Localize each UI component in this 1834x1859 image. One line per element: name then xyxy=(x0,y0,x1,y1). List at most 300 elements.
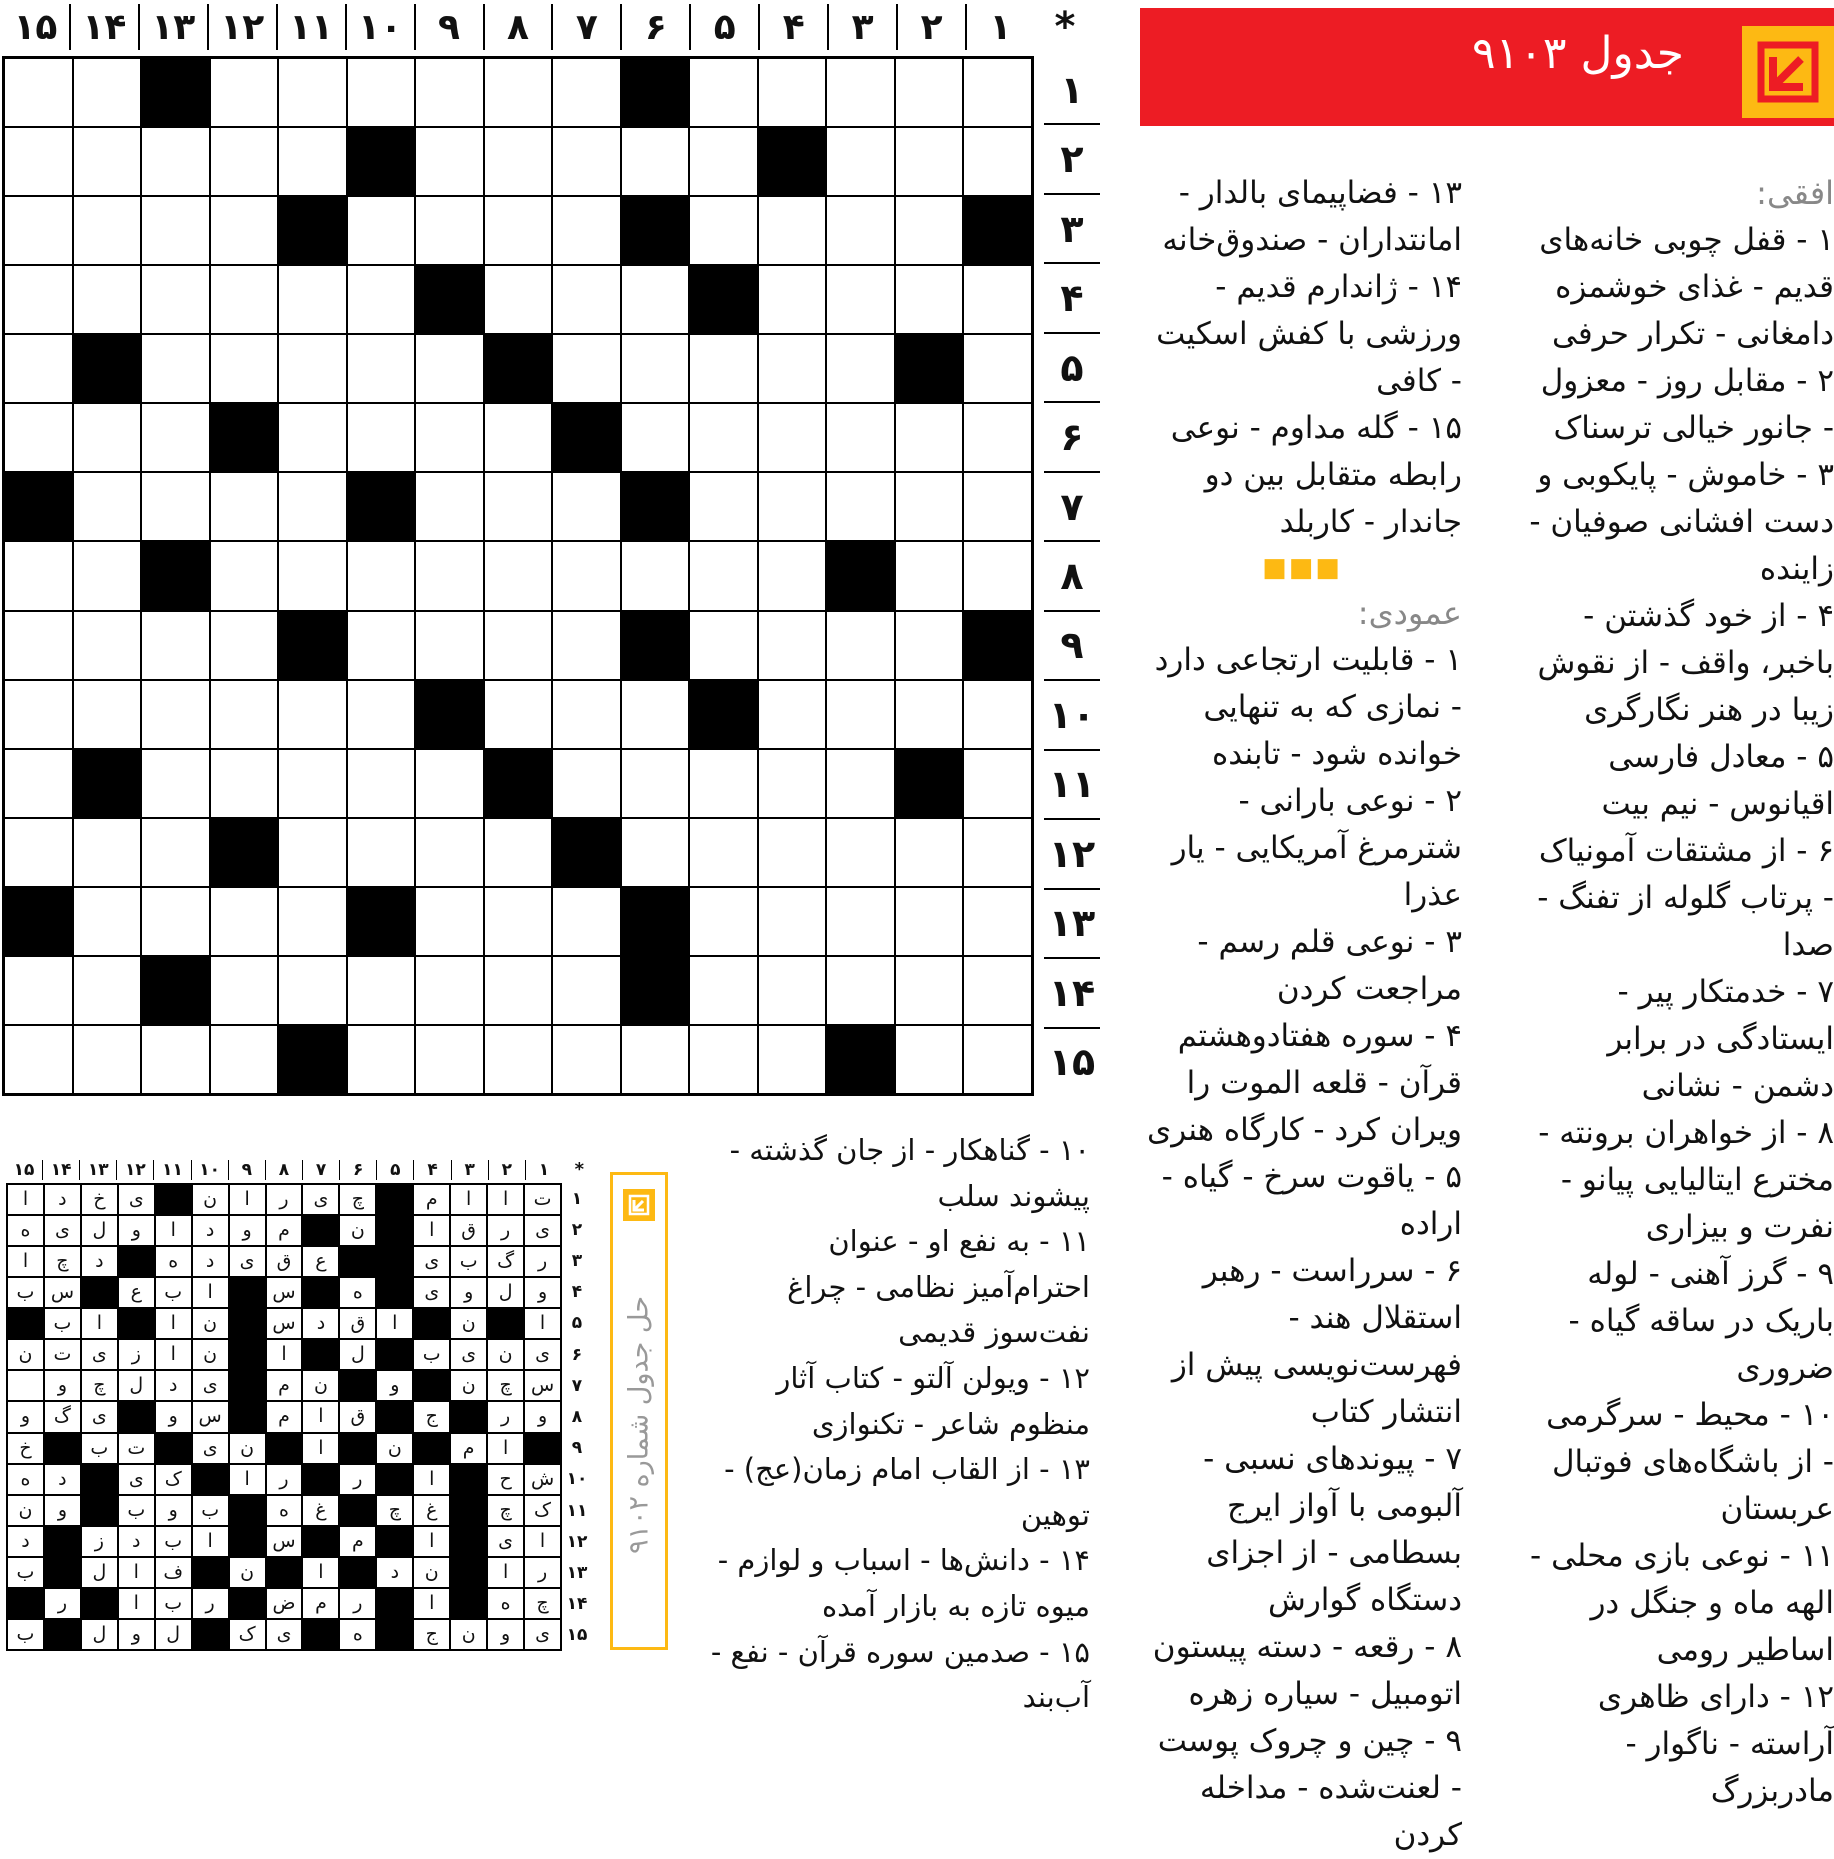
solution-column-number: ۱۰ xyxy=(191,1160,228,1180)
vertical-clue: ۱۰ - گناهکار - از جان گذشته - پیشوند سلب xyxy=(729,1133,1090,1213)
grid-cell[interactable] xyxy=(963,749,1032,818)
grid-cell[interactable] xyxy=(347,818,416,887)
grid-cell[interactable] xyxy=(141,196,210,265)
black-cell xyxy=(278,1025,347,1094)
grid-cell[interactable] xyxy=(4,127,73,196)
grid-cell[interactable] xyxy=(963,818,1032,887)
grid-cell[interactable] xyxy=(141,472,210,541)
solution-letter: چ xyxy=(81,1370,118,1401)
row-number: ۱۰ xyxy=(1044,681,1100,750)
grid-cell[interactable] xyxy=(826,818,895,887)
grid-cell[interactable] xyxy=(826,58,895,127)
solution-black-cell xyxy=(450,1401,487,1432)
horizontal-title: افقی: xyxy=(1756,174,1834,212)
grid-cell[interactable] xyxy=(826,956,895,1025)
grid-cell[interactable] xyxy=(73,265,142,334)
grid-cell[interactable] xyxy=(347,611,416,680)
grid-cell[interactable] xyxy=(895,265,964,334)
grid-cell[interactable] xyxy=(415,818,484,887)
solution-letter: ق xyxy=(266,1246,303,1277)
grid-cell[interactable] xyxy=(415,403,484,472)
grid-cell[interactable] xyxy=(141,887,210,956)
vertical-clue: ۵ - یاقوت سرخ - گیاه - اراده xyxy=(1161,1159,1462,1242)
solution-column-number: ۱۳ xyxy=(79,1160,116,1180)
grid-cell[interactable] xyxy=(621,1025,690,1094)
grid-cell[interactable] xyxy=(415,541,484,610)
grid-cell[interactable] xyxy=(689,956,758,1025)
grid-cell[interactable] xyxy=(689,196,758,265)
black-cell xyxy=(552,818,621,887)
horizontal-clue: ۷ - خدمتکار پیر - ایستادگی در برابر دشمن - نشانی xyxy=(1607,974,1834,1104)
grid-cell[interactable] xyxy=(826,472,895,541)
grid-cell[interactable] xyxy=(689,749,758,818)
vertical-clue: ۸ - رقعه - دسته پیستون اتومبیل - سیاره زهره xyxy=(1152,1629,1462,1712)
grid-cell[interactable] xyxy=(552,265,621,334)
grid-cell[interactable] xyxy=(4,196,73,265)
grid-cell[interactable] xyxy=(689,541,758,610)
grid-cell[interactable] xyxy=(689,887,758,956)
solution-letter: ی xyxy=(413,1246,450,1277)
grid-cell[interactable] xyxy=(758,749,827,818)
grid-cell[interactable] xyxy=(689,1025,758,1094)
grid-cell[interactable] xyxy=(73,403,142,472)
solution-letter: ی xyxy=(81,1401,118,1432)
black-cell xyxy=(895,334,964,403)
solution-letter: ر xyxy=(524,1557,561,1588)
grid-cell[interactable] xyxy=(347,541,416,610)
grid-cell[interactable] xyxy=(826,749,895,818)
black-cell xyxy=(347,887,416,956)
grid-cell[interactable] xyxy=(210,127,279,196)
solution-letter: ی xyxy=(192,1370,229,1401)
column-number: ۱۳ xyxy=(138,4,207,50)
grid-cell[interactable] xyxy=(4,611,73,680)
grid-cell[interactable] xyxy=(210,1025,279,1094)
grid-cell[interactable] xyxy=(826,887,895,956)
grid-cell[interactable] xyxy=(895,127,964,196)
grid-cell[interactable] xyxy=(4,58,73,127)
grid-cell[interactable] xyxy=(4,1025,73,1094)
grid-cell[interactable] xyxy=(758,472,827,541)
solution-letter: ج xyxy=(413,1619,450,1650)
grid-cell[interactable] xyxy=(963,127,1032,196)
grid-cell[interactable] xyxy=(552,196,621,265)
solution-letter: ق xyxy=(339,1308,376,1339)
solution-letter: ر xyxy=(339,1588,376,1619)
grid-cell[interactable] xyxy=(141,1025,210,1094)
vertical-clue: ۳ - نوعی قلم رسم - مراجعت کردن xyxy=(1197,924,1462,1007)
solution-letter: ی xyxy=(118,1464,155,1495)
grid-cell[interactable] xyxy=(552,887,621,956)
grid-cell[interactable] xyxy=(415,611,484,680)
grid-cell[interactable] xyxy=(484,472,553,541)
grid-cell[interactable] xyxy=(278,265,347,334)
vertical-clue: ۱ - قابلیت ارتجاعی دارد - نمازی که به تنهایی خوانده شود - تابنده xyxy=(1154,642,1462,772)
column-number: ۱ xyxy=(965,4,1034,50)
grid-cell[interactable] xyxy=(963,334,1032,403)
solution-row-number: ۱۱ xyxy=(566,1500,588,1521)
grid-cell[interactable] xyxy=(689,818,758,887)
grid-cell[interactable] xyxy=(689,127,758,196)
grid-cell[interactable] xyxy=(73,127,142,196)
grid-cell[interactable] xyxy=(210,334,279,403)
grid-cell[interactable] xyxy=(895,196,964,265)
solution-black-cell xyxy=(44,1433,81,1464)
grid-cell[interactable] xyxy=(4,956,73,1025)
solution-letter: و xyxy=(118,1619,155,1650)
grid-cell[interactable] xyxy=(689,472,758,541)
solution-black-cell xyxy=(302,1619,339,1650)
solution-letter: ن xyxy=(7,1339,44,1370)
grid-cell[interactable] xyxy=(484,196,553,265)
solution-letter: ت xyxy=(118,1433,155,1464)
grid-cell[interactable] xyxy=(278,334,347,403)
grid-cell[interactable] xyxy=(347,265,416,334)
grid-cell[interactable] xyxy=(141,127,210,196)
grid-cell[interactable] xyxy=(484,541,553,610)
grid-cell[interactable] xyxy=(895,403,964,472)
grid-cell[interactable] xyxy=(141,334,210,403)
solution-letter: ا xyxy=(7,1184,44,1215)
grid-cell[interactable] xyxy=(826,611,895,680)
solution-letter: ب xyxy=(155,1526,192,1557)
grid-cell[interactable] xyxy=(826,403,895,472)
solution-black-cell xyxy=(413,1433,450,1464)
column-number: ۴ xyxy=(758,4,827,50)
black-cell xyxy=(963,196,1032,265)
grid-cell[interactable] xyxy=(758,403,827,472)
solution-letter: ن xyxy=(339,1215,376,1246)
solution-letter: ی xyxy=(524,1619,561,1650)
grid-cell[interactable] xyxy=(552,1025,621,1094)
grid-cell[interactable] xyxy=(415,887,484,956)
solution-letter: ی xyxy=(524,1215,561,1246)
grid-cell[interactable] xyxy=(210,541,279,610)
solution-letter: و xyxy=(524,1277,561,1308)
grid-cell[interactable] xyxy=(552,956,621,1025)
solution-black-cell xyxy=(339,1433,376,1464)
solution-letter: ا xyxy=(155,1339,192,1370)
black-cell xyxy=(758,127,827,196)
grid-cell[interactable] xyxy=(278,749,347,818)
solution-black-cell xyxy=(339,1495,376,1526)
grid-cell[interactable] xyxy=(73,887,142,956)
grid-cell[interactable] xyxy=(758,887,827,956)
grid-cell[interactable] xyxy=(484,127,553,196)
grid-cell[interactable] xyxy=(278,680,347,749)
grid-cell[interactable] xyxy=(4,403,73,472)
grid-cell[interactable] xyxy=(689,58,758,127)
grid-cell[interactable] xyxy=(4,818,73,887)
grid-cell[interactable] xyxy=(484,58,553,127)
grid-cell[interactable] xyxy=(210,472,279,541)
grid-cell[interactable] xyxy=(621,541,690,610)
grid-cell[interactable] xyxy=(758,196,827,265)
solution-letter: ا xyxy=(487,1184,524,1215)
grid-cell[interactable] xyxy=(895,472,964,541)
grid-cell[interactable] xyxy=(758,58,827,127)
grid-cell[interactable] xyxy=(689,334,758,403)
solution-black-cell xyxy=(155,1184,192,1215)
grid-cell[interactable] xyxy=(347,196,416,265)
grid-cell[interactable] xyxy=(278,956,347,1025)
black-cell xyxy=(484,749,553,818)
grid-cell[interactable] xyxy=(4,541,73,610)
grid-cell[interactable] xyxy=(278,58,347,127)
grid-cell[interactable] xyxy=(621,818,690,887)
grid-cell[interactable] xyxy=(73,1025,142,1094)
grid-cell[interactable] xyxy=(415,58,484,127)
grid-cell[interactable] xyxy=(621,680,690,749)
grid-cell[interactable] xyxy=(210,265,279,334)
crossword-grid[interactable] xyxy=(2,56,1034,1096)
grid-cell[interactable] xyxy=(210,680,279,749)
grid-cell[interactable] xyxy=(73,541,142,610)
grid-cell[interactable] xyxy=(621,265,690,334)
solution-column-number: ۱۲ xyxy=(116,1160,153,1180)
solution-letter: ی xyxy=(44,1215,81,1246)
black-cell xyxy=(552,403,621,472)
grid-cell[interactable] xyxy=(415,1025,484,1094)
solution-black-cell xyxy=(450,1464,487,1495)
grid-cell[interactable] xyxy=(963,1025,1032,1094)
grid-cell[interactable] xyxy=(621,749,690,818)
solution-letter: م xyxy=(450,1433,487,1464)
grid-cell[interactable] xyxy=(415,956,484,1025)
grid-cell[interactable] xyxy=(73,472,142,541)
grid-cell[interactable] xyxy=(347,680,416,749)
grid-cell[interactable] xyxy=(963,265,1032,334)
solution-letter: ن xyxy=(450,1619,487,1650)
black-cell xyxy=(278,611,347,680)
grid-cell[interactable] xyxy=(552,611,621,680)
grid-cell[interactable] xyxy=(4,334,73,403)
grid-cell[interactable] xyxy=(141,611,210,680)
grid-cell[interactable] xyxy=(4,749,73,818)
grid-cell[interactable] xyxy=(689,403,758,472)
grid-cell[interactable] xyxy=(415,749,484,818)
grid-cell[interactable] xyxy=(278,472,347,541)
grid-cell[interactable] xyxy=(347,749,416,818)
solution-letter: ن xyxy=(192,1308,229,1339)
solution-black-cell xyxy=(302,1277,339,1308)
solution-row-number: ۱۴ xyxy=(566,1594,588,1615)
grid-cell[interactable] xyxy=(73,196,142,265)
grid-cell[interactable] xyxy=(415,334,484,403)
black-cell xyxy=(278,196,347,265)
grid-cell[interactable] xyxy=(347,1025,416,1094)
grid-cell[interactable] xyxy=(4,680,73,749)
grid-cell[interactable] xyxy=(552,58,621,127)
grid-cell[interactable] xyxy=(758,334,827,403)
grid-cell[interactable] xyxy=(141,818,210,887)
solution-letter: ا xyxy=(118,1588,155,1619)
grid-cell[interactable] xyxy=(758,541,827,610)
solution-letter: ب xyxy=(155,1588,192,1619)
grid-cell[interactable] xyxy=(141,680,210,749)
grid-cell[interactable] xyxy=(758,956,827,1025)
solution-letter: ی xyxy=(487,1526,524,1557)
grid-cell[interactable] xyxy=(552,680,621,749)
grid-cell[interactable] xyxy=(141,749,210,818)
grid-cell[interactable] xyxy=(758,1025,827,1094)
grid-cell[interactable] xyxy=(895,541,964,610)
grid-cell[interactable] xyxy=(73,611,142,680)
grid-cell[interactable] xyxy=(963,403,1032,472)
vertical-clue: ۲ - نوعی بارانی - شترمرغ آمریکایی - یار عذرا xyxy=(1171,783,1462,913)
solution-black-cell xyxy=(450,1557,487,1588)
grid-cell[interactable] xyxy=(895,956,964,1025)
solution-letter: ی xyxy=(81,1339,118,1370)
grid-cell[interactable] xyxy=(895,611,964,680)
grid-cell[interactable] xyxy=(141,265,210,334)
grid-cell[interactable] xyxy=(552,127,621,196)
solution-black-cell xyxy=(44,1619,81,1650)
solution-black-cell xyxy=(192,1464,229,1495)
solution-letter: ن xyxy=(487,1339,524,1370)
grid-cell[interactable] xyxy=(621,334,690,403)
grid-cell[interactable] xyxy=(758,265,827,334)
row-number: ۸ xyxy=(1044,542,1100,611)
solution-letter: و xyxy=(229,1215,266,1246)
column-number: ۷ xyxy=(551,4,620,50)
grid-cell[interactable] xyxy=(484,1025,553,1094)
grid-cell[interactable] xyxy=(826,680,895,749)
grid-cell[interactable] xyxy=(210,611,279,680)
grid-cell[interactable] xyxy=(963,541,1032,610)
solution-letter: د xyxy=(44,1464,81,1495)
grid-cell[interactable] xyxy=(484,887,553,956)
grid-cell[interactable] xyxy=(484,265,553,334)
grid-cell[interactable] xyxy=(73,680,142,749)
grid-cell[interactable] xyxy=(895,818,964,887)
black-cell xyxy=(963,611,1032,680)
grid-cell[interactable] xyxy=(141,403,210,472)
grid-cell[interactable] xyxy=(484,403,553,472)
grid-cell[interactable] xyxy=(552,334,621,403)
grid-cell[interactable] xyxy=(73,818,142,887)
row-number: ۷ xyxy=(1044,473,1100,542)
grid-cell[interactable] xyxy=(963,472,1032,541)
solution-letter: و xyxy=(155,1401,192,1432)
solution-letter: س xyxy=(266,1526,303,1557)
solution-letter: چ xyxy=(487,1370,524,1401)
black-cell xyxy=(4,472,73,541)
grid-cell[interactable] xyxy=(210,887,279,956)
black-cell xyxy=(210,403,279,472)
puzzle-title: جدول ۹۱۰۳ xyxy=(1471,28,1684,79)
grid-cell[interactable] xyxy=(484,956,553,1025)
grid-cell[interactable] xyxy=(826,265,895,334)
solution-letter: ر xyxy=(266,1184,303,1215)
solution-letter: و xyxy=(118,1215,155,1246)
grid-cell[interactable] xyxy=(415,127,484,196)
solution-letter: ب xyxy=(192,1495,229,1526)
solution-letter: ا xyxy=(229,1184,266,1215)
grid-cell[interactable] xyxy=(552,472,621,541)
grid-cell[interactable] xyxy=(621,127,690,196)
grid-cell[interactable] xyxy=(826,196,895,265)
grid-cell[interactable] xyxy=(963,956,1032,1025)
grid-cell[interactable] xyxy=(758,680,827,749)
solution-black-cell xyxy=(229,1401,266,1432)
solution-letter: ا xyxy=(81,1308,118,1339)
grid-cell[interactable] xyxy=(278,403,347,472)
grid-cell[interactable] xyxy=(826,334,895,403)
grid-cell[interactable] xyxy=(484,611,553,680)
grid-cell[interactable] xyxy=(484,818,553,887)
solution-letter: س xyxy=(266,1277,303,1308)
black-cell xyxy=(621,887,690,956)
grid-cell[interactable] xyxy=(895,887,964,956)
grid-cell[interactable] xyxy=(963,887,1032,956)
grid-cell[interactable] xyxy=(415,472,484,541)
grid-cell[interactable] xyxy=(210,58,279,127)
solution-row-number: ۹ xyxy=(571,1438,583,1459)
grid-cell[interactable] xyxy=(347,334,416,403)
vertical-clue: ۷ - پیوندهای نسبی - آلبومی با آواز ایرج بسطامی - از اجزای دستگاه گوارش xyxy=(1203,1441,1462,1618)
grid-cell[interactable] xyxy=(347,403,416,472)
solution-row-numbers xyxy=(566,1183,588,1651)
grid-cell[interactable] xyxy=(347,58,416,127)
grid-cell[interactable] xyxy=(210,956,279,1025)
grid-cell[interactable] xyxy=(621,403,690,472)
grid-cell[interactable] xyxy=(484,680,553,749)
black-cell xyxy=(141,541,210,610)
grid-cell[interactable] xyxy=(347,956,416,1025)
black-cell xyxy=(826,541,895,610)
grid-cell[interactable] xyxy=(415,196,484,265)
grid-cell[interactable] xyxy=(689,611,758,680)
grid-cell[interactable] xyxy=(552,749,621,818)
solution-letter: س xyxy=(44,1277,81,1308)
solution-letter: ن xyxy=(229,1557,266,1588)
grid-cell[interactable] xyxy=(210,196,279,265)
grid-cell[interactable] xyxy=(73,956,142,1025)
grid-cell[interactable] xyxy=(278,541,347,610)
grid-cell[interactable] xyxy=(73,58,142,127)
grid-cell[interactable] xyxy=(210,749,279,818)
grid-cell[interactable] xyxy=(758,818,827,887)
solution-letter: ی xyxy=(524,1339,561,1370)
row-number: ۹ xyxy=(1044,612,1100,681)
solution-column-number: ۷ xyxy=(302,1160,339,1180)
solution-black-cell xyxy=(376,1246,413,1277)
grid-cell[interactable] xyxy=(4,265,73,334)
grid-cell[interactable] xyxy=(278,818,347,887)
row-number: ۱۴ xyxy=(1044,959,1100,1028)
grid-cell[interactable] xyxy=(895,1025,964,1094)
solution-letter: چ xyxy=(44,1246,81,1277)
grid-cell[interactable] xyxy=(278,127,347,196)
solution-letter: و xyxy=(44,1370,81,1401)
solution-letter: ا xyxy=(192,1277,229,1308)
grid-cell[interactable] xyxy=(895,58,964,127)
grid-cell[interactable] xyxy=(278,887,347,956)
grid-cell[interactable] xyxy=(895,680,964,749)
grid-cell[interactable] xyxy=(963,58,1032,127)
solution-label-box xyxy=(610,1172,668,1650)
solution-black-cell xyxy=(376,1277,413,1308)
grid-cell[interactable] xyxy=(963,680,1032,749)
grid-cell[interactable] xyxy=(826,127,895,196)
grid-cell[interactable] xyxy=(552,541,621,610)
column-number: ۶ xyxy=(620,4,689,50)
solution-black-cell xyxy=(302,1215,339,1246)
grid-cell[interactable] xyxy=(758,611,827,680)
black-cell xyxy=(141,58,210,127)
solution-letter: ه xyxy=(7,1464,44,1495)
